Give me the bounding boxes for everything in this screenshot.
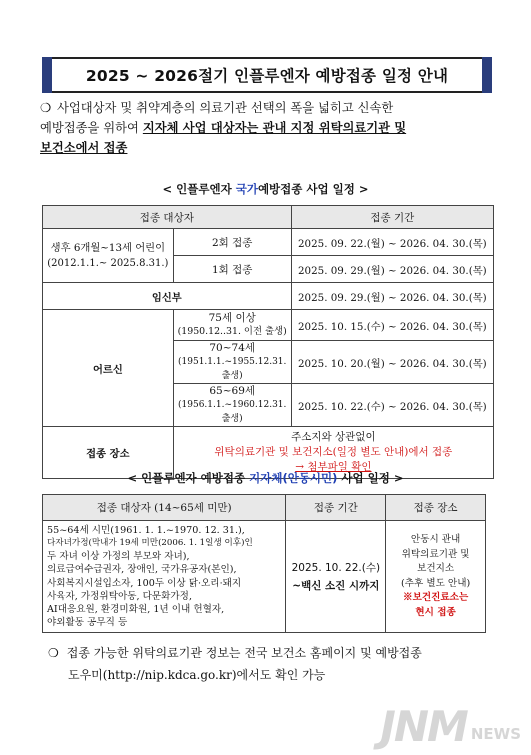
- age75-range: (1950.12..31. 이전 출생): [177, 326, 287, 337]
- age75-cell: [173, 310, 291, 341]
- place-line-2: 위탁의료기관 및 보건지소(일정 별도 안내)에서 접종: [214, 446, 453, 458]
- local-period-cell: [286, 521, 386, 633]
- national-heading: [0, 181, 531, 197]
- footer-line-1: 접종 가능한 위탁의료기관 정보는 전국 보건소 홈페이지 및 예방접종: [66, 646, 422, 660]
- local-place-line: 안동시 관내: [410, 534, 461, 545]
- place-label: 접종 장소: [43, 427, 174, 479]
- local-col-period: 접종 기간: [286, 495, 386, 521]
- age65-range: (1956.1.1.~1960.12.31.출생): [178, 400, 287, 424]
- age70-label: 70~74세: [209, 342, 256, 354]
- place-line-3: → 첨부파일 확인: [295, 461, 372, 473]
- jnm-news-watermark: [380, 702, 521, 751]
- pregnant-label: 임신부: [43, 283, 292, 310]
- target-line: 사회복지시설입소자, 100두 이상 닭·오리·돼지: [47, 577, 242, 589]
- intro-line-3: 보건소에서 접종: [40, 140, 128, 155]
- national-heading-suffix: 예방접종 사업 일정 >: [257, 182, 369, 196]
- local-schedule-table: [42, 494, 486, 633]
- local-period-line-2: ~백신 소진 시까지: [292, 579, 380, 592]
- local-col-target: 접종 대상자 (14~65세 미만): [43, 495, 286, 521]
- child-cell: [43, 229, 174, 283]
- watermark-news-text: NEWS: [470, 725, 521, 743]
- footer-line-2: 도우미(http://nip.kdca.go.kr)에서도 확인 가능: [68, 668, 326, 682]
- target-line: 의료급여수급권자, 장애인, 국가유공자(본인),: [47, 564, 237, 576]
- intro-paragraph: [40, 98, 500, 158]
- target-line: 야외활동 공무직 등: [47, 617, 128, 629]
- col-period-header: 접종 기간: [291, 206, 493, 229]
- dose2-label: 2회 접종: [173, 229, 291, 256]
- local-col-place: 접종 장소: [386, 495, 486, 521]
- col-target-header: 접종 대상자: [43, 206, 292, 229]
- age75-period: 2025. 10. 15.(수) ~ 2026. 04. 30.(목): [291, 310, 493, 341]
- local-place-red: 현시 접종: [415, 606, 456, 618]
- national-heading-prefix: < 인플루엔자: [162, 182, 236, 196]
- age75-label: 75세 이상: [208, 312, 256, 324]
- local-place-line: 위탁의료기관 및: [401, 548, 470, 560]
- local-period-line-1: 2025. 10. 22.(수): [291, 561, 381, 574]
- local-heading-suffix: 사업 일정 >: [337, 471, 404, 485]
- local-heading: [0, 470, 531, 486]
- footer-bullet: ❍: [48, 646, 59, 660]
- local-place-line: 보건지소: [417, 563, 455, 574]
- intro-line-2b: 지자체 사업 대상자는 관내 지정 위탁의료기관 및: [142, 120, 407, 135]
- age65-label: 65~69세: [209, 385, 256, 397]
- target-line: 사육자, 가정위탁아동, 다문화가정,: [47, 590, 192, 602]
- intro-line-1: 사업대상자 및 취약계층의 의료기관 선택의 폭을 넓히고 신속한: [57, 101, 394, 115]
- pregnant-period: 2025. 09. 29.(월) ~ 2026. 04. 30.(목): [291, 283, 493, 310]
- dose1-label: 1회 접종: [173, 256, 291, 283]
- page-title: 2025 ~ 2026절기 인플루엔자 예방접종 일정 안내: [85, 67, 449, 85]
- intro-line-2a: 예방접종을 위하여: [40, 121, 143, 135]
- local-heading-prefix: < 인플루엔자 예방접종: [127, 471, 250, 485]
- target-line: 55~64세 시민(1961. 1. 1.~1970. 12. 31.),: [47, 524, 245, 536]
- age65-period: 2025. 10. 22.(수) ~ 2026. 04. 30.(목): [291, 384, 493, 427]
- place-line-1: 주소지와 상관없이: [291, 431, 376, 443]
- target-line: 다자녀가정(막내가 19세 미만(2006. 1. 1일생 이후)인: [47, 537, 253, 548]
- target-line: AI대응요원, 환경미화원, 1년 이내 헌혈자,: [47, 603, 225, 615]
- watermark-logo-text: JNM: [380, 702, 467, 751]
- age70-range: (1951.1.1.~1955.12.31.출생): [178, 357, 287, 381]
- child-label: 생후 6개월~13세 어린이: [50, 241, 166, 254]
- national-heading-highlight: 국가: [235, 182, 258, 196]
- age70-cell: [173, 341, 291, 384]
- age65-cell: [173, 384, 291, 427]
- age70-period: 2025. 10. 20.(월) ~ 2026. 04. 30.(목): [291, 341, 493, 384]
- local-place-cell: [386, 521, 486, 633]
- local-place-red: ※보건진료소는: [403, 592, 469, 603]
- local-target-cell: [43, 521, 286, 633]
- dose2-period: 2025. 09. 22.(월) ~ 2026. 04. 30.(목): [291, 229, 493, 256]
- national-schedule-table: [42, 205, 494, 479]
- local-heading-highlight: 지자체(안동시민): [249, 471, 338, 485]
- dose1-period: 2025. 09. 29.(월) ~ 2026. 04. 30.(목): [291, 256, 493, 283]
- footer-note: [48, 642, 508, 686]
- child-range: (2012.1.1.~ 2025.8.31.): [47, 257, 169, 269]
- target-line: 두 자녀 이상 가정의 부모와 자녀),: [47, 551, 190, 563]
- elderly-label: 어르신: [43, 310, 174, 427]
- title-box: [42, 57, 492, 93]
- intro-bullet: ❍: [40, 101, 52, 115]
- local-place-line: (추후 별도 안내): [401, 577, 471, 589]
